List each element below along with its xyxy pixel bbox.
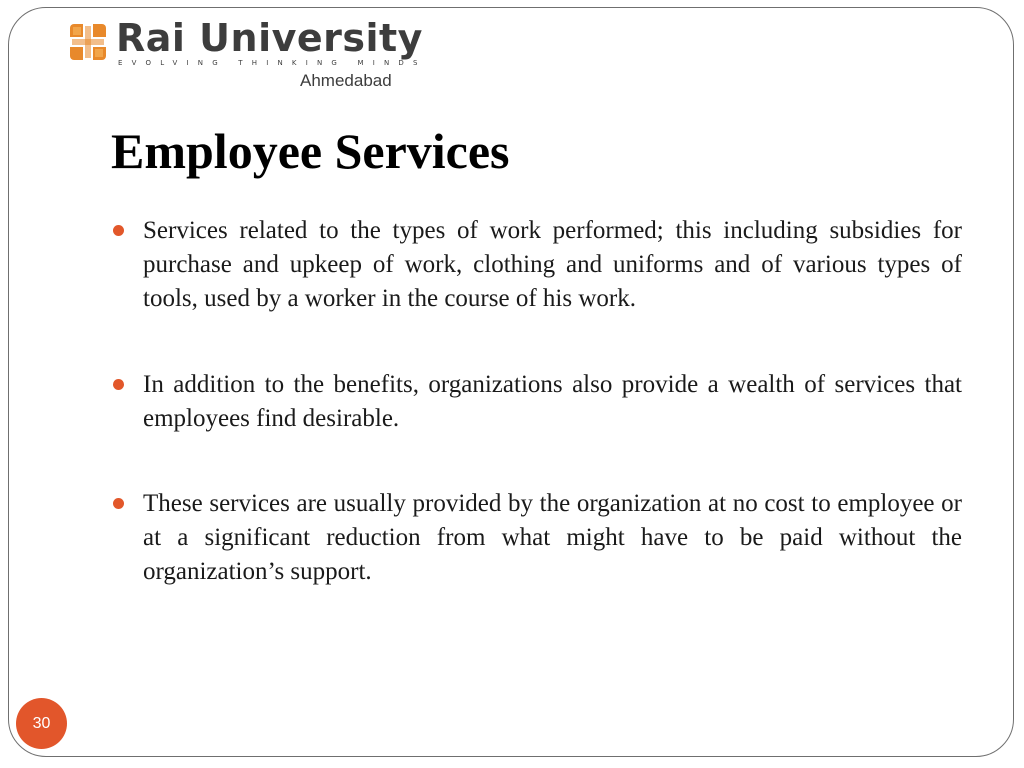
bullet-item <box>143 368 962 436</box>
university-shield-icon <box>68 22 108 62</box>
bullet-dot-icon <box>113 379 124 390</box>
bullet-dot-icon <box>113 225 124 236</box>
page-number: 30 <box>32 714 51 732</box>
slide-title: Employee Services <box>111 123 510 179</box>
bullet-item <box>143 487 962 589</box>
bullet-text: In addition to the benefits, organizations also provide a wealth of services that employees find desirable. <box>143 371 962 432</box>
logo-university-name: Rai University <box>116 16 423 60</box>
university-logo <box>68 16 427 94</box>
logo-tagline: EVOLVING THINKING MINDS <box>118 59 427 67</box>
bullet-dot-icon <box>113 498 124 509</box>
logo-campus-name: Ahmedabad <box>300 71 392 90</box>
bullet-text: These services are usually provided by the organization at no cost to employee or at a significant reduction from what might have to be paid without the organization’s support. <box>143 490 962 585</box>
page-number-badge <box>16 698 67 749</box>
bullet-item <box>143 214 962 316</box>
bullet-list <box>143 214 962 589</box>
bullet-text: Services related to the types of work performed; this including subsidies for purchase and upkeep of work, clothing and uniforms and of various types of tools, used by a worker in the course of his work. <box>143 217 962 312</box>
